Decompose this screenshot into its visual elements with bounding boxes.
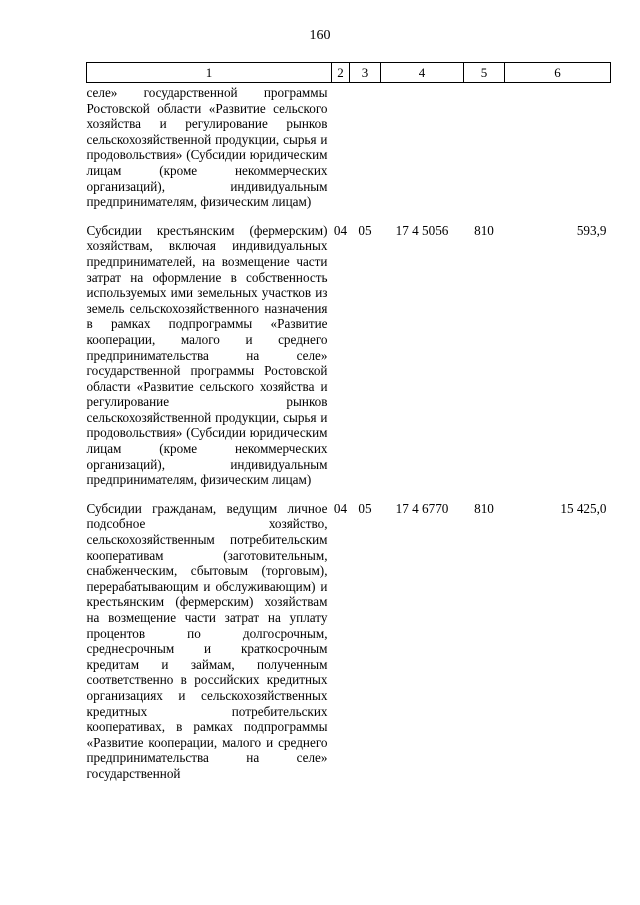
header-col-5: 5 bbox=[464, 63, 505, 83]
table-header bbox=[87, 63, 611, 83]
row-csr bbox=[381, 83, 464, 210]
table-row bbox=[87, 501, 611, 782]
budget-table bbox=[86, 62, 611, 782]
page-number: 160 bbox=[309, 28, 331, 43]
table-row bbox=[87, 83, 611, 210]
header-col-4: 4 bbox=[381, 63, 464, 83]
header-col-1: 1 bbox=[87, 63, 332, 83]
row-amount: 15 425,0 bbox=[560, 500, 607, 516]
header-row bbox=[87, 63, 611, 83]
row-description: Субсидии крестьянским (фермерским) хозяйствам, включая индивидуальных предпринимателей, на возмещение части затрат на оформление в собственность используемых ими земельных участков из земель сельскохозяйственного назначения в рамках подпрограммы «Развитие кооперации, малого и среднего предпринимательства на селе» государственной программы Ростовской области «Развитие сельского хозяйства и регулирование рынков сельскохозяйственной продукции, сырья и продовольствия» (Субсидии юридическим лицам (кроме некоммерческих организаций), индивидуальным предпринимателям, физическим лицам) bbox=[86, 222, 328, 488]
row-vr bbox=[464, 83, 505, 210]
row-amount bbox=[505, 83, 611, 210]
header-col-2: 2 bbox=[332, 63, 350, 83]
row-vr: 810 bbox=[474, 500, 494, 516]
row-pr: 05 bbox=[358, 500, 372, 516]
row-rz: 04 bbox=[333, 500, 348, 516]
header-col-3: 3 bbox=[350, 63, 381, 83]
row-description: Субсидии гражданам, ведущим личное подсобное хозяйство, сельскохозяйственным потребительским кооперативам (заготовительным, снабженческим, сбытовым (торговым), перерабатывающим и обслуживающим) и крестьянским (фермерским) хозяйствам на возмещение части затрат на уплату процентов по долгосрочным, среднесрочным и краткосрочным кредитам и займам, полученным соответственно в российских кредитных организациях и сельскохозяйственных кредитных потребительских кооперативах, в рамках подпрограммы «Развитие кооперации, малого и среднего предпринимательства на селе» государственной bbox=[86, 500, 328, 781]
row-pr bbox=[350, 83, 381, 210]
row-rz: 04 bbox=[333, 222, 348, 238]
row-vr: 810 bbox=[474, 222, 494, 238]
row-spacer bbox=[87, 210, 611, 223]
row-rz bbox=[332, 83, 350, 210]
row-description: селе» государственной программы Ростовской области «Развитие сельского хозяйства и регулирование рынков сельскохозяйственной продукции, сырья и продовольствия» (Субсидии юридическим лицам (кроме некоммерческих организаций), индивидуальным предпринимателям, физическим лицам) bbox=[86, 85, 328, 210]
row-pr: 05 bbox=[358, 222, 372, 238]
header-col-6: 6 bbox=[505, 63, 611, 83]
table-body bbox=[87, 83, 611, 782]
row-amount: 593,9 bbox=[576, 222, 607, 238]
row-csr: 17 4 5056 bbox=[395, 222, 449, 238]
table-row bbox=[87, 223, 611, 488]
row-spacer bbox=[87, 488, 611, 501]
row-csr: 17 4 6770 bbox=[395, 500, 449, 516]
